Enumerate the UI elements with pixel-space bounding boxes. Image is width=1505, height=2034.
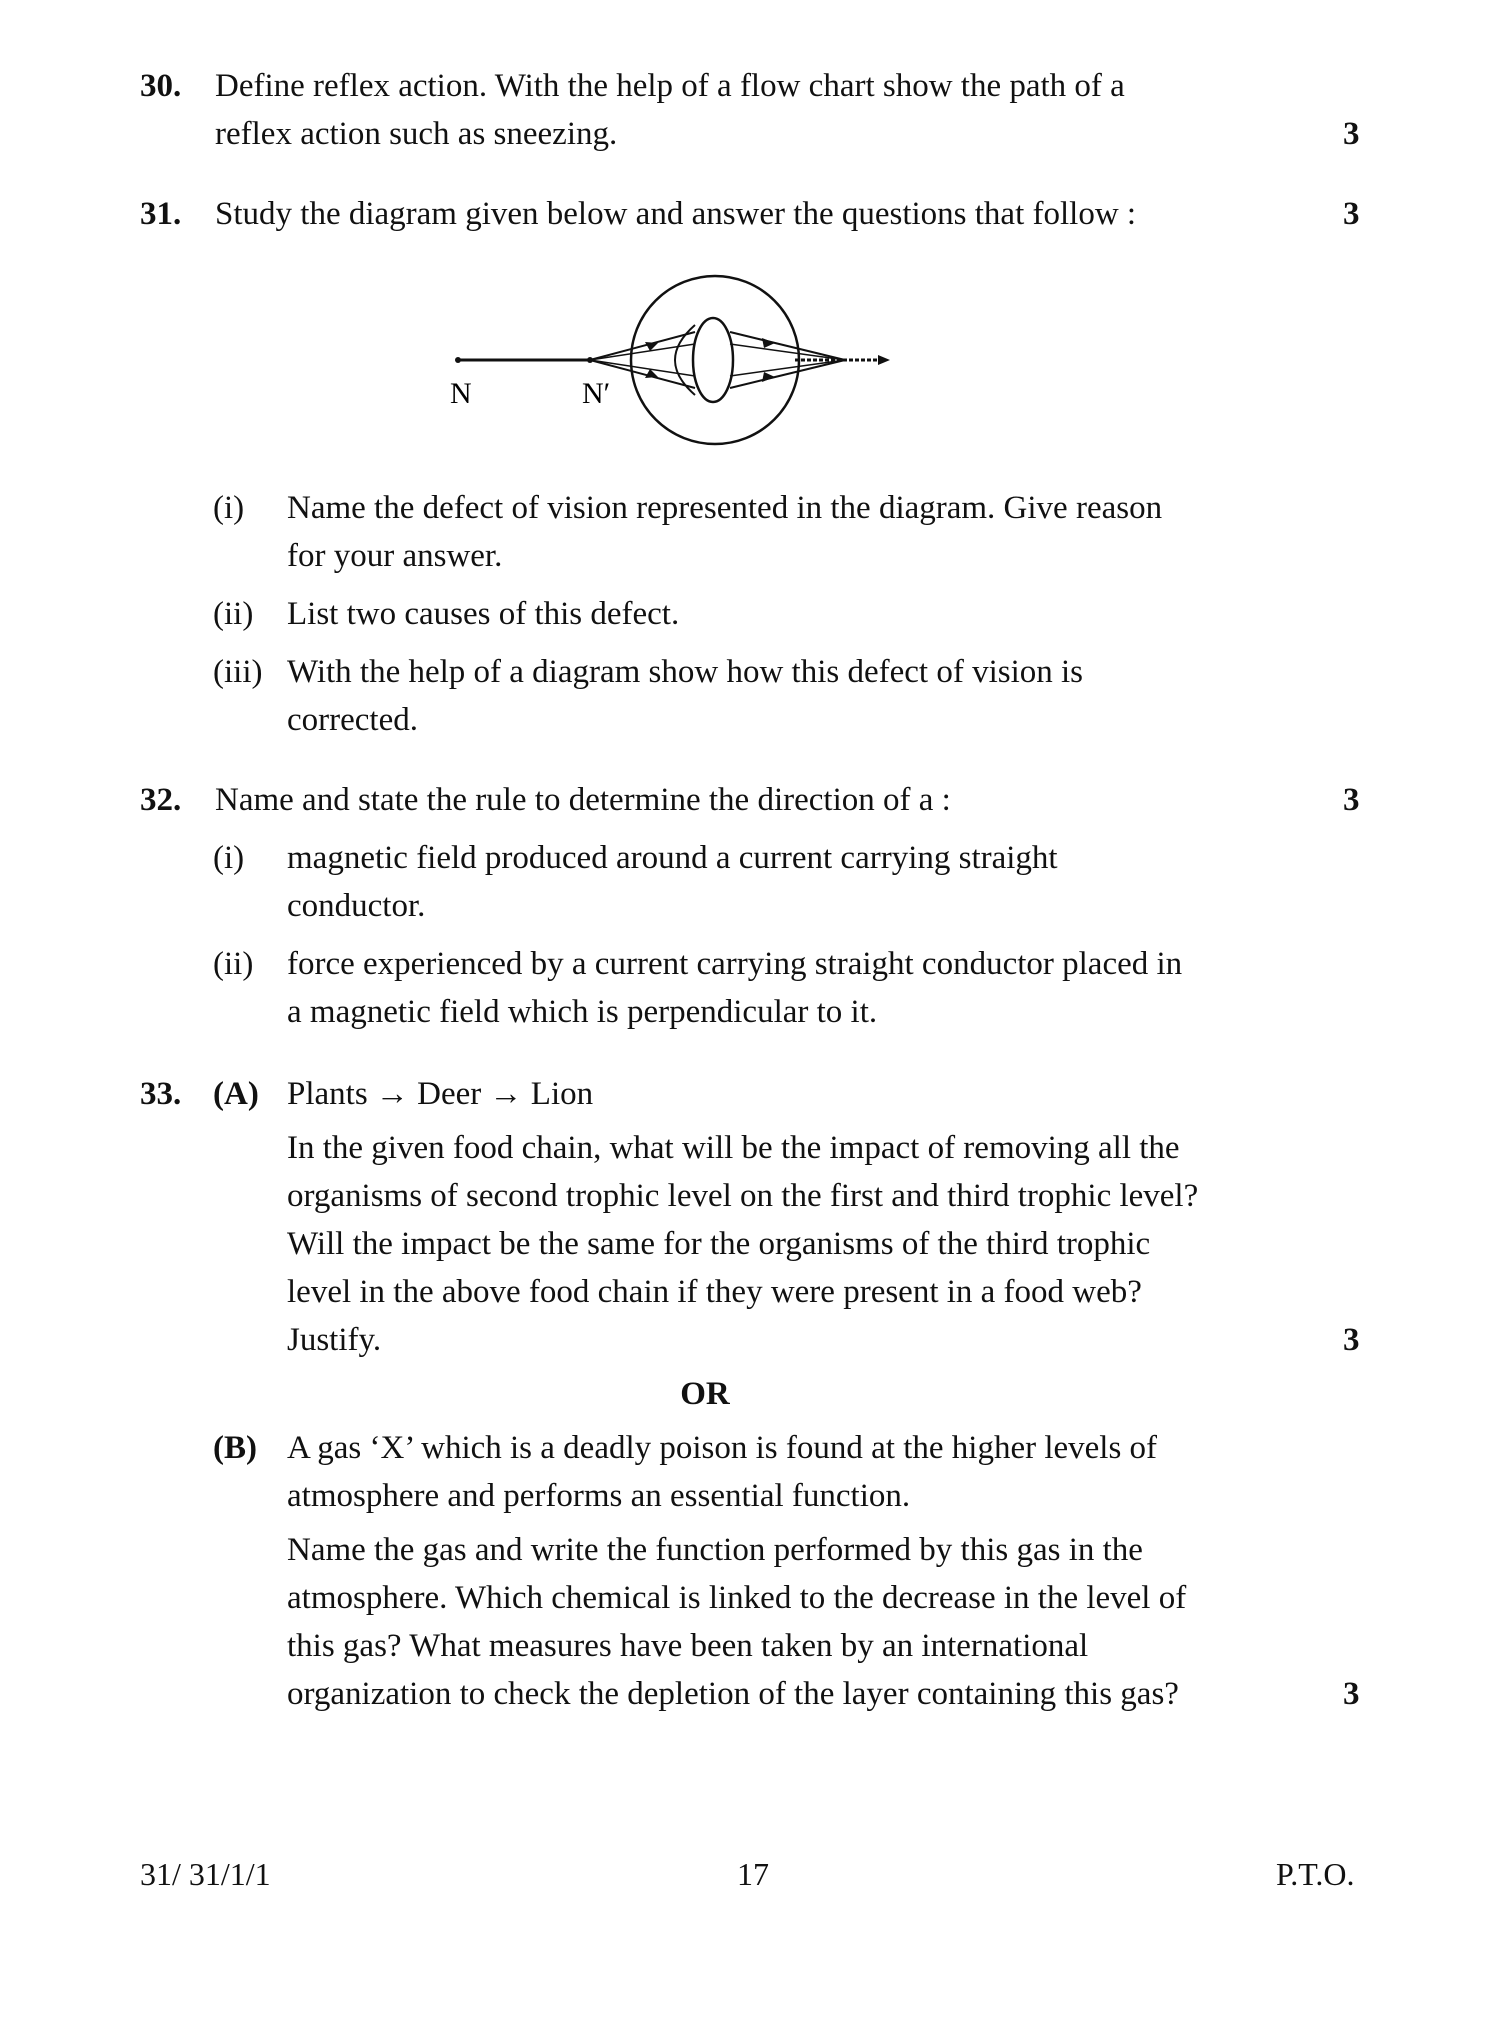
question-text: Study the diagram given below and answer the questions that follow : [215,196,1137,232]
label-n-prime: N′ [582,377,611,410]
question-number: 30. [140,68,182,104]
eye-lens [693,318,733,402]
option-b-line: Name the gas and write the function performed by this gas in the [287,1532,1143,1568]
option-b-line: atmosphere and performs an essential function. [287,1478,911,1514]
page-number: 17 [737,1856,769,1892]
option-a-line: Justify. [287,1322,382,1358]
arrowhead [878,355,890,365]
paper-code: 31/ 31/1/1 [140,1856,271,1892]
option-b-line: atmosphere. Which chemical is linked to the decrease in the level of [287,1580,1187,1616]
option-b-line: organization to check the depletion of the layer containing this gas? [287,1676,1179,1712]
option-a-line: level in the above food chain if they were present in a food web? [287,1274,1142,1310]
option-a-line: Will the impact be the same for the organisms of the third trophic [287,1226,1151,1262]
point-n-prime [587,357,593,363]
option-label-a: (A) [213,1076,259,1112]
option-a-line: organisms of second trophic level on the first and third trophic level? [287,1178,1199,1214]
question-text: Name and state the rule to determine the direction of a : [215,782,951,818]
part-text-line: corrected. [287,702,418,738]
part-label: (iii) [213,654,263,690]
part-text-line: force experienced by a current carrying straight conductor placed in [287,946,1183,982]
part-label: (i) [213,840,245,876]
eye-defect-diagram [440,270,920,460]
part-label: (ii) [213,946,254,982]
question-number: 33. [140,1076,182,1112]
or-separator: OR [680,1376,730,1412]
arrowhead [762,338,775,348]
marks: 3 [1343,116,1360,152]
part-text-line: List two causes of this defect. [287,596,680,632]
marks: 3 [1343,196,1360,232]
question-number: 32. [140,782,182,818]
marks: 3 [1343,782,1360,818]
question-text-line: reflex action such as sneezing. [215,116,618,152]
part-label: (i) [213,490,245,526]
label-n: N [450,377,472,410]
question-number: 31. [140,196,182,232]
point-n [455,357,461,363]
option-b-line: A gas ‘X’ which is a deadly poison is found at the higher levels of [287,1430,1158,1466]
eyeball-outline [631,276,799,444]
part-text-line: a magnetic field which is perpendicular to it. [287,994,878,1030]
marks: 3 [1343,1322,1360,1358]
part-text-line: for your answer. [287,538,503,574]
part-text-line: conductor. [287,888,426,924]
option-a-line: In the given food chain, what will be the impact of removing all the [287,1130,1180,1166]
part-label: (ii) [213,596,254,632]
option-b-line: this gas? What measures have been taken by an international [287,1628,1089,1664]
part-text-line: magnetic field produced around a current carrying straight [287,840,1058,876]
part-text-line: Name the defect of vision represented in the diagram. Give reason [287,490,1163,526]
part-text-line: With the help of a diagram show how this defect of vision is [287,654,1084,690]
marks: 3 [1343,1676,1360,1712]
option-label-b: (B) [213,1430,257,1466]
pto-note: P.T.O. [1276,1856,1355,1892]
arrowhead [762,372,775,382]
question-text-line: Define reflex action. With the help of a flow chart show the path of a [215,68,1125,104]
food-chain: Plants → Deer → Lion [287,1076,594,1112]
